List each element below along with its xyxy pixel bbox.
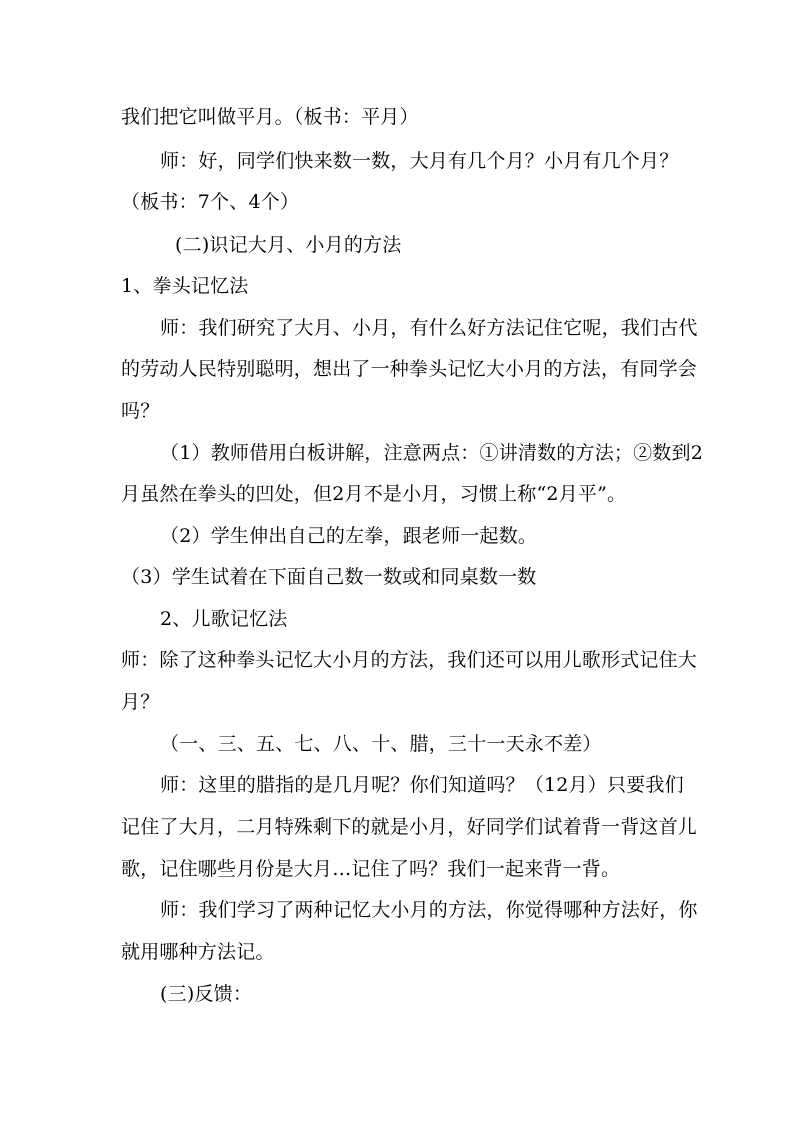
paragraph-line: 我们把它叫做平月。（板书：平月） xyxy=(121,106,419,128)
paragraph-line: （一、三、五、七、八、十、腊，三十一天永不差） xyxy=(160,733,602,755)
paragraph-line: 月虽然在拳头的凹处，但2月不是小月，习惯上称“2月平”。 xyxy=(121,483,627,505)
paragraph-line: 歌，记住哪些月份是大月…记住了吗？我们一起来背一背。 xyxy=(121,858,621,880)
paragraph-line: （板书：7个、4个） xyxy=(121,191,300,213)
paragraph-line: 的劳动人民特别聪明，想出了一种拳头记忆大小月的方法，有同学会 xyxy=(121,358,698,380)
paragraph-line: 师：好，同学们快来数一数，大月有几个月？小月有几个月？ xyxy=(160,150,679,172)
subsection-heading: 1、拳头记忆法 xyxy=(121,275,249,297)
paragraph-line: 师：这里的腊指的是几月呢？你们知道吗？（12月）只要我们 xyxy=(160,774,684,796)
subsection-heading: 2、儿歌记忆法 xyxy=(160,608,288,630)
paragraph-line: 师：我们学习了两种记忆大小月的方法，你觉得哪种方法好，你 xyxy=(160,899,698,921)
paragraph-line: （1）教师借用白板讲解，注意两点：①讲清数的方法；②数到2 xyxy=(160,442,703,464)
paragraph-line: （3）学生试着在下面自己数一数或和同桌数一数 xyxy=(121,566,537,588)
paragraph-line: 吗？ xyxy=(121,400,160,422)
paragraph-line: （2）学生伸出自己的左拳，跟老师一起数。 xyxy=(160,525,538,547)
paragraph-line: 月？ xyxy=(121,691,160,713)
paragraph-line: 师：除了这种拳头记忆大小月的方法，我们还可以用儿歌形式记住大 xyxy=(121,649,698,671)
section-heading: (三)反馈： xyxy=(160,983,253,1005)
section-heading: (二)识记大月、小月的方法 xyxy=(175,234,402,256)
paragraph-line: 师：我们研究了大月、小月，有什么好方法记住它呢，我们古代 xyxy=(160,317,698,339)
paragraph-line: 记住了大月，二月特殊剩下的就是小月，好同学们试着背一背这首儿 xyxy=(121,816,698,838)
paragraph-line: 就用哪种方法记。 xyxy=(121,941,275,963)
